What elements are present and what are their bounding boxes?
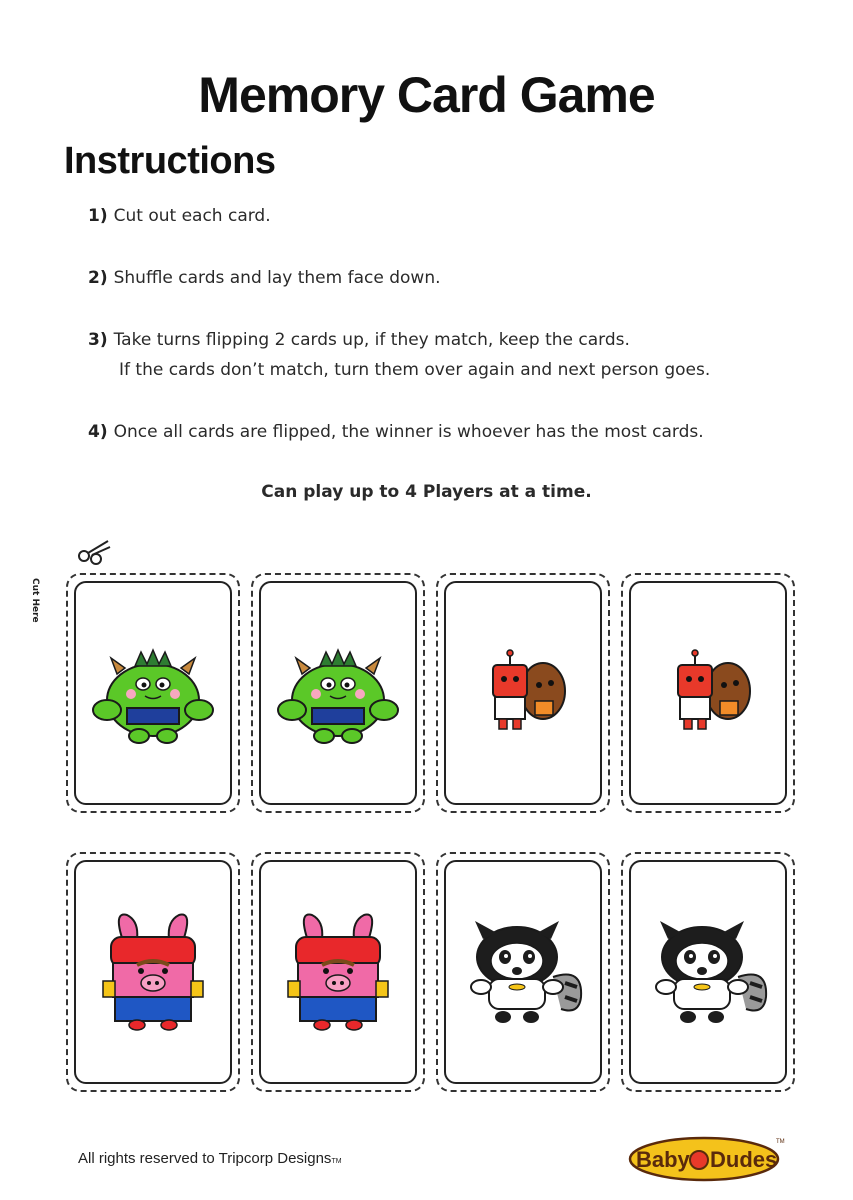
memory-card[interactable] (259, 581, 417, 805)
step-text: Take turns flipping 2 cards up, if they match, keep the cards. (113, 330, 630, 350)
card-cut-outline (251, 573, 425, 813)
card-cut-outline (436, 852, 610, 1092)
raccoon-icon (638, 917, 778, 1027)
card-cut-outline (621, 852, 795, 1092)
step-text: Cut out each card. (113, 206, 271, 226)
step-number: 1) (88, 206, 108, 226)
logo-trademark: TM (776, 1139, 785, 1145)
trademark-mark: TM (331, 1158, 342, 1165)
step-continuation: If the cards don’t match, turn them over again and next person goes. (119, 360, 711, 380)
step-number: 2) (88, 268, 108, 288)
card-cut-outline (251, 852, 425, 1092)
players-note: Can play up to 4 Players at a time. (261, 482, 592, 502)
babydudes-logo (628, 1133, 788, 1187)
copyright-text: All rights reserved to Tripcorp Designs (78, 1150, 332, 1167)
step-number: 4) (88, 422, 108, 442)
logo-text-right: Dudes (710, 1147, 778, 1172)
page-title: Memory Card Game (198, 67, 655, 123)
step-3 (88, 330, 710, 380)
step-4 (88, 422, 704, 442)
step-number: 3) (88, 330, 108, 350)
card-cut-outline (436, 573, 610, 813)
step-text: Shuffle cards and lay them face down. (113, 268, 441, 288)
card-cut-outline (66, 852, 240, 1092)
instructions-heading: Instructions (64, 140, 276, 182)
memory-card[interactable] (629, 581, 787, 805)
memory-card[interactable] (629, 860, 787, 1084)
raccoon-icon (453, 917, 593, 1027)
card-cut-outline (66, 573, 240, 813)
memory-card[interactable] (74, 860, 232, 1084)
pink-pig-icon (93, 907, 213, 1037)
memory-card[interactable] (444, 860, 602, 1084)
memory-card[interactable] (259, 860, 417, 1084)
step-1 (88, 206, 271, 226)
cut-here-label: Cut Here (30, 578, 40, 623)
memory-card[interactable] (444, 581, 602, 805)
step-text: Once all cards are flipped, the winner is whoever has the most cards. (113, 422, 704, 442)
logo-face-icon (690, 1151, 708, 1169)
robot-and-bear-icon (463, 643, 583, 743)
logo-text-left: Baby (636, 1147, 690, 1172)
robot-and-bear-icon (648, 643, 768, 743)
pink-pig-icon (278, 907, 398, 1037)
scissors-icon (74, 538, 114, 570)
green-monster-icon (83, 638, 223, 748)
copyright-footer (78, 1150, 342, 1167)
green-monster-icon (268, 638, 408, 748)
step-2 (88, 268, 441, 288)
memory-card[interactable] (74, 581, 232, 805)
card-cut-outline (621, 573, 795, 813)
